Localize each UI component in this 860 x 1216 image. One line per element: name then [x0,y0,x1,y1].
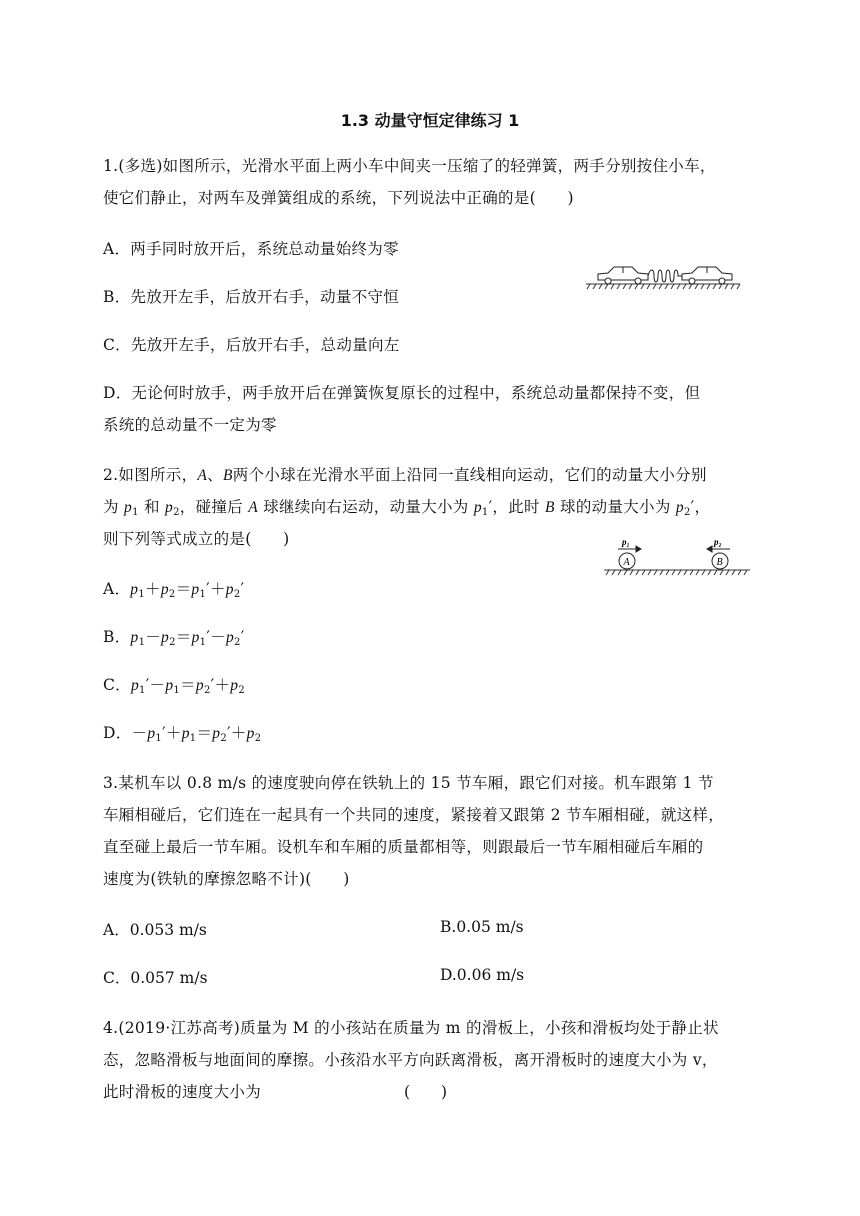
q1-option-c: C．先放开左手，后放开右手，总动量向左 [103,336,400,354]
q1-option-b: B．先放开左手，后放开右手，动量不守恒 [103,288,400,306]
q4-line-2: 态，忽略滑板与地面间的摩擦。小孩沿水平方向跃离滑板，离开滑板时的速度大小为 v， [103,1051,718,1069]
q3-line-1: 3.某机车以 0.8 m/s 的速度驶向停在铁轨上的 15 节车厢，跟它们对接。机车跟第 1 节 [103,774,714,792]
q3-option-a: A．0.053 m/s [103,921,207,939]
balls-figure [602,534,752,578]
q2-line-2: 为 $p_1$ 和 $p_2$，碰撞后 A 球继续向右运动，动量大小为 $p_1'$，此时 B 球的动量大小为 $p_2'$， [103,498,711,518]
q3-line-2: 车厢相碰后，它们连在一起具有一个共同的速度，紧接着又跟第 2 节车厢相碰，就这样， [103,806,725,824]
q2-line-1: 2.如图所示，A、B两个小球在光滑水平面上沿同一直线相向运动，它们的动量大小分别 [103,466,707,484]
q1-option-a: A．两手同时放开后，系统总动量始终为零 [103,240,399,258]
spring [648,270,682,282]
q2-option-a: A．$p_1+p_2=p_1'+p_2'$ [103,580,245,600]
figure-label-p1: p₁ [622,537,630,547]
right-car [682,267,732,284]
q4-answer-paren: ( ) [404,1083,448,1101]
q2-option-d: D．$-p_1'+p_1=p_2'+p_2$ [103,724,262,744]
q1-line-2: 使它们静止，对两车及弹簧组成的系统，下列说法中正确的是( ) [103,189,574,207]
ball-a-label: A [623,557,630,568]
q2-option-b: B．$p_1-p_2=p_1'-p_2'$ [103,628,245,648]
q3-option-b: B.0.05 m/s [440,918,524,936]
q1-line-1: 1.(多选)如图所示，光滑水平面上两小车中间夹一压缩了的轻弹簧，两手分别按住小车， [103,157,716,175]
ground-hatch [586,284,740,289]
figure-label-p2: p₂ [714,537,722,547]
q1-option-d-cont: 系统的总动量不一定为零 [103,416,277,434]
cart-spring-figure [584,262,744,292]
page-title: 1.3 动量守恒定律练习 1 [340,111,520,130]
left-car [598,267,648,284]
ball-b-label: B [716,557,723,568]
q1-option-d: D．无论何时放手，两手放开后在弹簧恢复原长的过程中，系统总动量都保持不变，但 [103,384,701,402]
q3-option-d: D.0.06 m/s [440,966,525,984]
q4-line-3: 此时滑板的速度大小为 [103,1083,262,1101]
q2-option-c: C．$p_1'-p_1=p_2'+p_2$ [103,676,245,696]
q4-line-1: 4.(2019·江苏高考)质量为 M 的小孩站在质量为 m 的滑板上，小孩和滑板均处于静止状 [103,1019,719,1037]
ground-hatch [604,570,750,575]
q3-line-3: 直至碰上最后一节车厢。设机车和车厢的质量都相等，则跟最后一节车厢相碰后车厢的 [103,838,704,856]
q3-line-4: 速度为(铁轨的摩擦忽略不计)( ) [103,870,350,888]
q2-line-3: 则下列等式成立的是( ) [103,530,290,548]
q3-option-c: C．0.057 m/s [103,969,208,987]
